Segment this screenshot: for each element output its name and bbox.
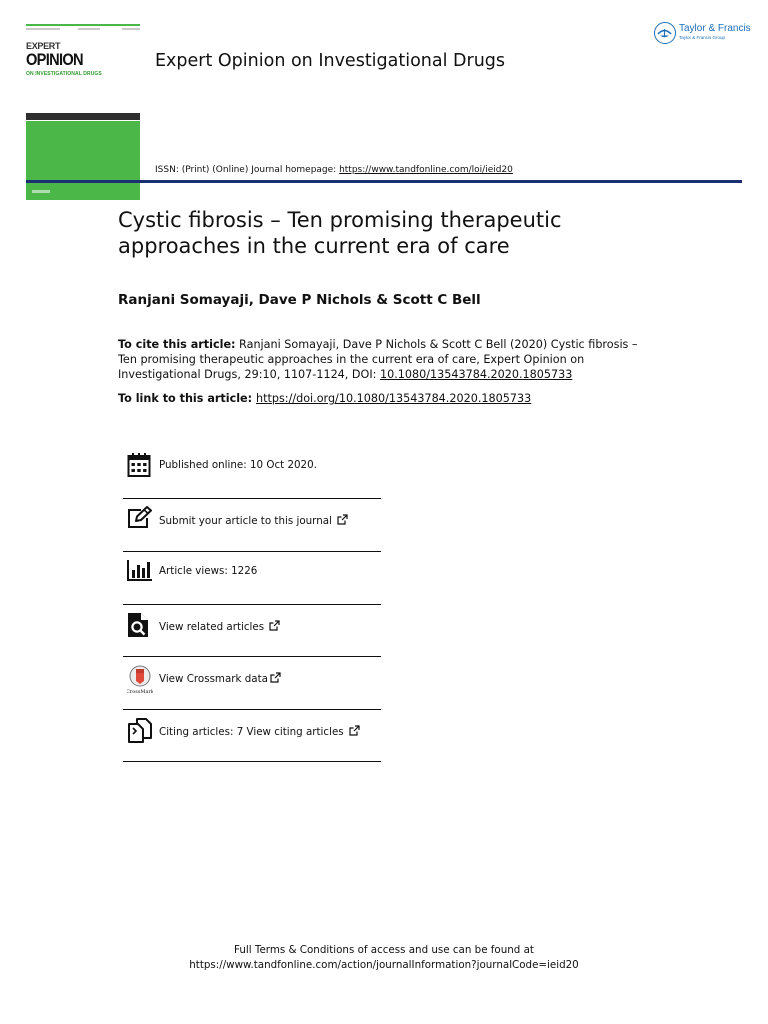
info-divider [123, 498, 381, 499]
submit-article-label: Submit your article to this journal [159, 515, 332, 527]
external-link-icon [349, 725, 360, 739]
bar-chart-icon [127, 559, 153, 585]
published-online-item [123, 450, 381, 500]
publisher-group: Taylor & Francis Group [679, 35, 726, 40]
article-link-line [118, 391, 531, 406]
related-articles-item[interactable] [123, 610, 381, 660]
issn-label: ISSN: (Print) (Online) Journal homepage: [155, 165, 340, 175]
info-divider [123, 761, 381, 762]
article-title: Cystic fibrosis – Ten promising therapeutic approaches in the current era of care [118, 208, 562, 258]
submit-article-link[interactable] [159, 514, 348, 528]
taylor-francis-logo[interactable] [654, 22, 751, 46]
cover-tiny-text [26, 28, 140, 31]
cover-green-panel [26, 121, 140, 200]
info-divider [123, 656, 381, 657]
article-doi-link[interactable]: https://doi.org/10.1080/13543784.2020.1805733 [256, 392, 532, 405]
crossmark-item[interactable] [123, 663, 381, 713]
info-divider [123, 604, 381, 605]
cover-publisher-mark [32, 190, 50, 193]
article-authors: Ranjani Somayaji, Dave P Nichols & Scott C Bell [118, 292, 481, 308]
citing-articles-link[interactable] [159, 725, 360, 739]
published-online-text: Published online: 10 Oct 2020. [159, 459, 317, 471]
article-views-item [123, 557, 381, 607]
journal-title: Expert Opinion on Investigational Drugs [155, 51, 506, 71]
submit-article-item[interactable] [123, 505, 381, 555]
cover-brand-word: OPINION [26, 50, 83, 69]
citation-block [118, 337, 658, 382]
terms-line: Full Terms & Conditions of access and use can be found at [234, 944, 534, 956]
header-divider [26, 180, 742, 183]
citing-documents-icon [127, 717, 153, 743]
crossmark-label: View Crossmark data [159, 673, 268, 685]
related-articles-link[interactable] [159, 620, 280, 634]
article-link-label: To link to this article: [118, 392, 256, 405]
citing-articles-item[interactable] [123, 715, 381, 765]
cover-top-line [26, 24, 140, 26]
journal-cover-image [26, 24, 140, 176]
external-link-icon [270, 672, 281, 686]
issn-homepage-line [155, 165, 513, 175]
cover-dark-bar [26, 113, 140, 120]
citation-text: Ranjani Somayaji, Dave P Nichols & Scott C Bell (2020) Cystic fibrosis – Ten promising therapeutic approaches in the current era of care, Expert Opinion on Investigational Drugs, 29:10, 1107-1124, DOI: [118, 338, 638, 381]
edit-icon [127, 506, 153, 532]
info-divider [123, 551, 381, 552]
calendar-icon [127, 452, 153, 478]
cover-subtitle: ON INVESTIGATIONAL DRUGS [26, 71, 102, 77]
related-articles-label: View related articles [159, 621, 265, 633]
citation-doi-link[interactable]: 10.1080/13543784.2020.1805733 [379, 368, 573, 381]
publisher-name: Taylor & Francis [679, 23, 751, 34]
article-views-text: Article views: 1226 [159, 565, 258, 577]
crossmark-link[interactable] [159, 672, 281, 686]
journal-homepage-link[interactable]: https://www.tandfonline.com/loi/ieid20 [339, 165, 513, 175]
cover-series-word: EXPERT [26, 41, 61, 51]
citation-label: To cite this article: [118, 338, 236, 351]
terms-footer [0, 943, 768, 972]
document-search-icon [127, 612, 153, 638]
publisher-logo-icon [654, 22, 676, 44]
crossmark-icon [127, 665, 153, 695]
external-link-icon [269, 620, 280, 634]
external-link-icon [337, 514, 348, 528]
info-divider [123, 709, 381, 710]
crossmark-caption: CrossMark [127, 689, 153, 695]
citing-articles-label: Citing articles: 7 View citing articles [159, 726, 344, 738]
terms-url[interactable]: https://www.tandfonline.com/action/journalInformation?journalCode=ieid20 [189, 958, 579, 971]
